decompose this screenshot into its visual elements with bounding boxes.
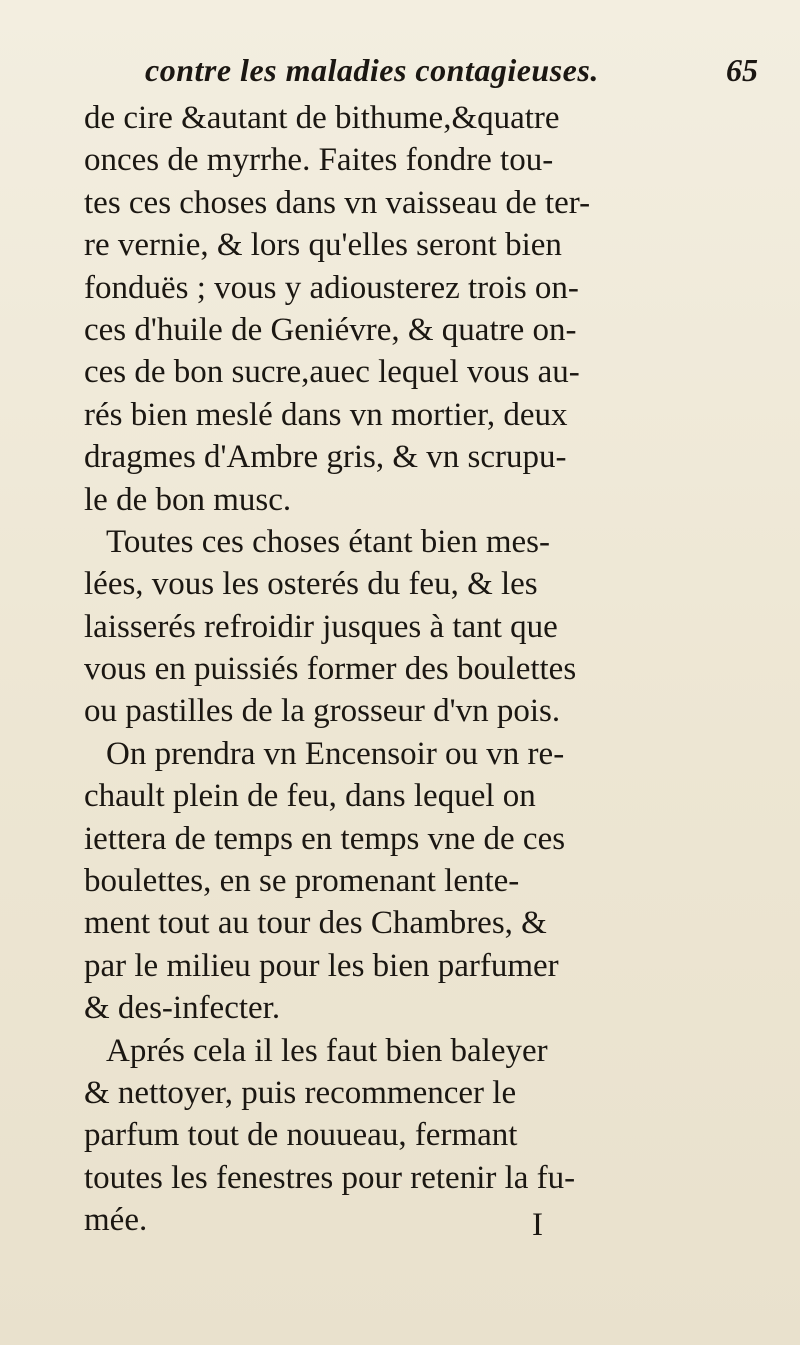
text-line: ou pastilles de la grosseur d'vn pois. bbox=[84, 693, 561, 730]
text-line: onces de myrrhe. Faites fondre tou- bbox=[84, 142, 554, 179]
paragraph-start-line: On prendra vn Encensoir ou vn re- bbox=[106, 735, 565, 772]
body-text bbox=[84, 97, 684, 1242]
text-line: de cire &autant de bithume,&quatre bbox=[84, 100, 560, 136]
text-line: ces d'huile de Geniévre, & quatre on- bbox=[84, 311, 577, 348]
text-line: vous en puissiés former des boulettes bbox=[84, 651, 577, 688]
text-line: tes ces choses dans vn vaisseau de ter- bbox=[84, 184, 591, 221]
text-line: lées, vous les osterés du feu, & les bbox=[84, 566, 538, 603]
text-line: mée. bbox=[84, 1202, 148, 1239]
text-line: rés bien meslé dans vn mortier, deux bbox=[84, 396, 568, 433]
paragraph-start-line: Toutes ces choses étant bien mes- bbox=[106, 523, 550, 560]
running-title: contre les maladies contagieuses. bbox=[145, 52, 599, 88]
text-line: fonduës ; vous y adiousterez trois on- bbox=[84, 269, 579, 306]
text-line: ces de bon sucre,auec lequel vous au- bbox=[84, 354, 580, 391]
text-line: dragmes d'Ambre gris, & vn scrupu- bbox=[84, 439, 567, 476]
paragraph-start-line: Aprés cela il les faut bien baleyer bbox=[106, 1032, 548, 1069]
page-number: 65 bbox=[726, 52, 758, 88]
text-line: & nettoyer, puis recommencer le bbox=[84, 1074, 517, 1111]
text-line: re vernie, & lors qu'elles seront bien bbox=[84, 227, 562, 264]
text-line: parfum tout de nouueau, fermant bbox=[84, 1117, 518, 1154]
text-line: laisserés refroidir jusques à tant que bbox=[84, 608, 558, 645]
signature-mark: I bbox=[532, 1207, 543, 1243]
text-line: toutes les fenestres pour retenir la fu- bbox=[84, 1159, 576, 1196]
text-line: par le milieu pour les bien parfumer bbox=[84, 947, 559, 984]
text-line: ment tout au tour des Chambres, & bbox=[84, 905, 547, 942]
text-line: iettera de temps en temps vne de ces bbox=[84, 820, 566, 857]
text-line: le de bon musc. bbox=[84, 481, 292, 518]
text-line: & des-infecter. bbox=[84, 990, 281, 1027]
text-line: chault plein de feu, dans lequel on bbox=[84, 778, 536, 815]
text-line: boulettes, en se promenant lente- bbox=[84, 863, 520, 900]
